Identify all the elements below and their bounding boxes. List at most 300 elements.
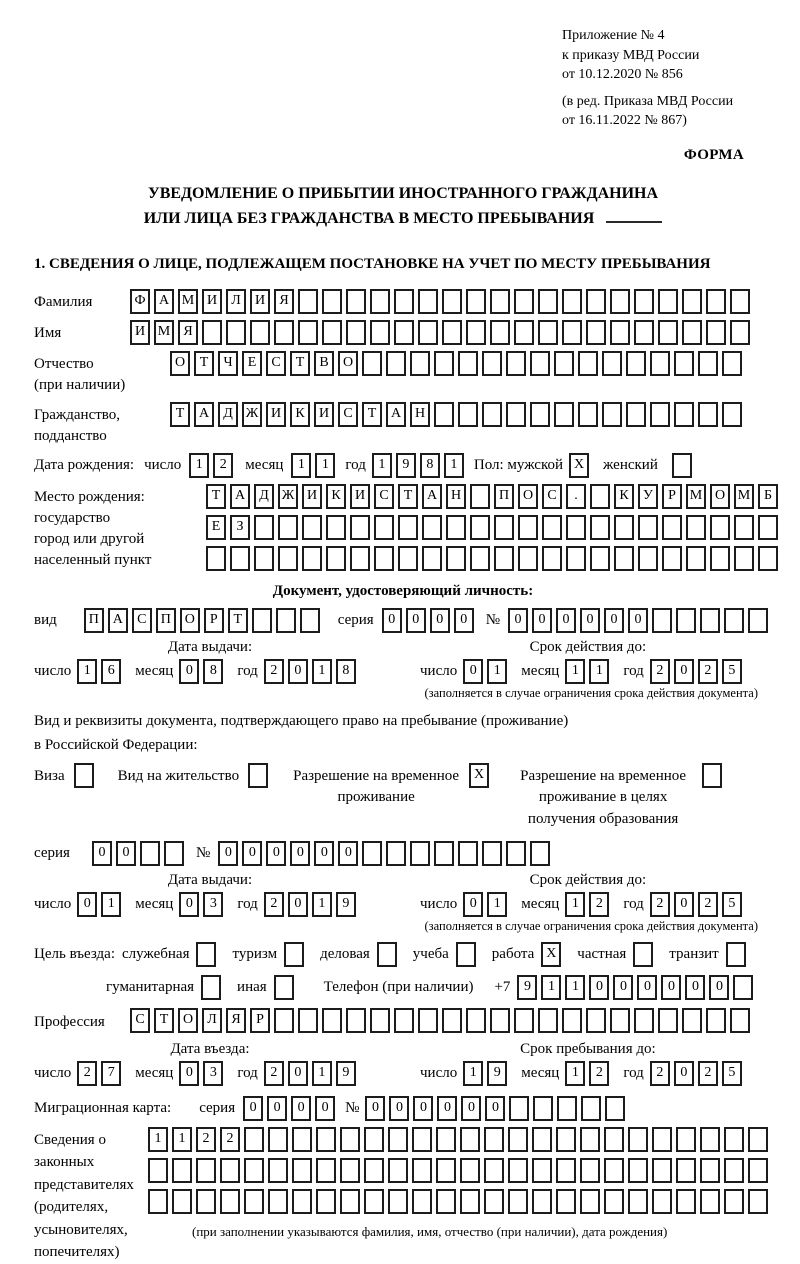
form-cell[interactable] <box>700 608 720 633</box>
form-cell[interactable]: К <box>614 484 634 509</box>
form-cell[interactable] <box>586 1008 606 1033</box>
form-cell[interactable]: 1 <box>312 659 332 684</box>
form-cell[interactable]: 0 <box>556 608 576 633</box>
form-cell[interactable] <box>268 1127 288 1152</box>
form-cell[interactable]: 2 <box>264 1061 284 1086</box>
form-cell[interactable]: 1 <box>312 1061 332 1086</box>
form-cell[interactable]: 0 <box>288 659 308 684</box>
form-cell[interactable]: 1 <box>565 892 585 917</box>
form-cell[interactable] <box>374 515 394 540</box>
form-cell[interactable]: А <box>230 484 250 509</box>
form-cell[interactable]: С <box>374 484 394 509</box>
form-cell[interactable] <box>346 1008 366 1033</box>
form-cell[interactable] <box>394 1008 414 1033</box>
form-cell[interactable] <box>412 1158 432 1183</box>
form-cell[interactable]: В <box>314 351 334 376</box>
form-cell[interactable] <box>530 351 550 376</box>
form-cell[interactable]: О <box>170 351 190 376</box>
form-cell[interactable] <box>698 402 718 427</box>
form-cell[interactable]: И <box>130 320 150 345</box>
form-cell[interactable] <box>602 402 622 427</box>
form-cell[interactable] <box>710 515 730 540</box>
form-cell[interactable]: 0 <box>604 608 624 633</box>
form-cell[interactable] <box>566 546 586 571</box>
form-cell[interactable] <box>220 1189 240 1214</box>
form-cell[interactable]: Л <box>226 289 246 314</box>
form-cell[interactable]: 0 <box>508 608 528 633</box>
form-cell[interactable] <box>706 289 726 314</box>
form-cell[interactable]: 1 <box>315 453 335 478</box>
form-cell[interactable]: Т <box>398 484 418 509</box>
form-cell[interactable]: З <box>230 515 250 540</box>
form-cell[interactable] <box>244 1127 264 1152</box>
form-cell[interactable] <box>326 546 346 571</box>
form-cell[interactable] <box>196 1189 216 1214</box>
form-cell[interactable] <box>436 1127 456 1152</box>
form-cell[interactable] <box>326 515 346 540</box>
form-cell[interactable] <box>418 1008 438 1033</box>
form-cell[interactable]: 0 <box>77 892 97 917</box>
form-cell[interactable] <box>508 1127 528 1152</box>
form-cell[interactable]: С <box>266 351 286 376</box>
form-cell[interactable]: 9 <box>517 975 537 1000</box>
form-cell[interactable]: 0 <box>179 659 199 684</box>
form-cell[interactable] <box>562 289 582 314</box>
form-cell[interactable]: Е <box>206 515 226 540</box>
form-cell[interactable] <box>466 1008 486 1033</box>
form-cell[interactable]: 5 <box>722 892 742 917</box>
form-cell[interactable] <box>388 1127 408 1152</box>
form-cell[interactable] <box>350 515 370 540</box>
form-cell[interactable] <box>538 320 558 345</box>
form-cell[interactable] <box>370 1008 390 1033</box>
form-cell[interactable] <box>460 1127 480 1152</box>
form-cell[interactable] <box>676 608 696 633</box>
form-cell[interactable] <box>758 515 778 540</box>
form-cell[interactable]: А <box>422 484 442 509</box>
form-cell[interactable] <box>532 1127 552 1152</box>
form-cell[interactable] <box>724 1158 744 1183</box>
form-cell[interactable]: 2 <box>698 892 718 917</box>
form-cell[interactable] <box>748 608 768 633</box>
form-cell[interactable] <box>302 515 322 540</box>
form-cell[interactable]: О <box>178 1008 198 1033</box>
form-cell[interactable]: Ч <box>218 351 238 376</box>
form-cell[interactable]: 0 <box>485 1096 505 1121</box>
form-cell[interactable] <box>316 1127 336 1152</box>
form-cell[interactable] <box>730 1008 750 1033</box>
form-cell[interactable] <box>322 289 342 314</box>
form-cell[interactable]: X <box>541 942 561 967</box>
form-cell[interactable] <box>370 320 390 345</box>
form-cell[interactable] <box>628 1158 648 1183</box>
form-cell[interactable] <box>418 289 438 314</box>
form-cell[interactable]: 1 <box>444 453 464 478</box>
form-cell[interactable]: 1 <box>148 1127 168 1152</box>
form-cell[interactable] <box>602 351 622 376</box>
form-cell[interactable]: П <box>494 484 514 509</box>
form-cell[interactable]: 0 <box>661 975 681 1000</box>
form-cell[interactable]: 0 <box>267 1096 287 1121</box>
form-cell[interactable] <box>634 1008 654 1033</box>
form-cell[interactable] <box>730 320 750 345</box>
form-cell[interactable] <box>604 1127 624 1152</box>
form-cell[interactable]: О <box>710 484 730 509</box>
form-cell[interactable]: 1 <box>101 892 121 917</box>
form-cell[interactable] <box>702 763 722 788</box>
form-cell[interactable] <box>706 320 726 345</box>
form-cell[interactable] <box>662 546 682 571</box>
form-cell[interactable]: Т <box>206 484 226 509</box>
form-cell[interactable] <box>542 515 562 540</box>
form-cell[interactable]: 5 <box>722 1061 742 1086</box>
form-cell[interactable]: 1 <box>589 659 609 684</box>
form-cell[interactable]: 0 <box>674 659 694 684</box>
form-cell[interactable]: И <box>266 402 286 427</box>
form-cell[interactable] <box>346 320 366 345</box>
form-cell[interactable]: X <box>469 763 489 788</box>
form-cell[interactable] <box>658 320 678 345</box>
form-cell[interactable]: 0 <box>580 608 600 633</box>
form-cell[interactable] <box>172 1158 192 1183</box>
form-cell[interactable] <box>394 289 414 314</box>
form-cell[interactable]: 1 <box>565 975 585 1000</box>
form-cell[interactable] <box>710 546 730 571</box>
form-cell[interactable] <box>436 1189 456 1214</box>
form-cell[interactable] <box>484 1127 504 1152</box>
form-cell[interactable]: 9 <box>336 892 356 917</box>
form-cell[interactable]: 1 <box>565 1061 585 1086</box>
form-cell[interactable] <box>300 608 320 633</box>
form-cell[interactable] <box>628 1127 648 1152</box>
form-cell[interactable] <box>302 546 322 571</box>
form-cell[interactable]: 1 <box>487 892 507 917</box>
form-cell[interactable] <box>722 351 742 376</box>
form-cell[interactable]: 6 <box>101 659 121 684</box>
form-cell[interactable]: 0 <box>314 841 334 866</box>
form-cell[interactable] <box>590 546 610 571</box>
form-cell[interactable] <box>458 351 478 376</box>
form-cell[interactable] <box>614 515 634 540</box>
form-cell[interactable] <box>494 546 514 571</box>
form-cell[interactable] <box>580 1127 600 1152</box>
form-cell[interactable]: О <box>338 351 358 376</box>
form-cell[interactable]: 0 <box>288 1061 308 1086</box>
form-cell[interactable]: 0 <box>461 1096 481 1121</box>
form-cell[interactable]: X <box>569 453 589 478</box>
form-cell[interactable] <box>460 1189 480 1214</box>
form-cell[interactable] <box>700 1127 720 1152</box>
form-cell[interactable] <box>538 289 558 314</box>
form-cell[interactable] <box>628 1189 648 1214</box>
form-cell[interactable]: 0 <box>290 841 310 866</box>
form-cell[interactable] <box>442 289 462 314</box>
form-cell[interactable] <box>340 1127 360 1152</box>
form-cell[interactable] <box>650 351 670 376</box>
form-cell[interactable] <box>386 841 406 866</box>
form-cell[interactable] <box>638 515 658 540</box>
form-cell[interactable]: 0 <box>613 975 633 1000</box>
form-cell[interactable] <box>748 1158 768 1183</box>
form-cell[interactable] <box>748 1189 768 1214</box>
form-cell[interactable] <box>580 1189 600 1214</box>
form-cell[interactable]: Н <box>410 402 430 427</box>
form-cell[interactable]: 2 <box>650 659 670 684</box>
form-cell[interactable] <box>578 402 598 427</box>
form-cell[interactable]: И <box>202 289 222 314</box>
form-cell[interactable] <box>484 1158 504 1183</box>
form-cell[interactable] <box>686 546 706 571</box>
form-cell[interactable] <box>586 320 606 345</box>
form-cell[interactable] <box>490 1008 510 1033</box>
form-cell[interactable]: Т <box>290 351 310 376</box>
form-cell[interactable] <box>634 289 654 314</box>
form-cell[interactable]: 0 <box>709 975 729 1000</box>
form-cell[interactable] <box>652 1189 672 1214</box>
form-cell[interactable]: 0 <box>389 1096 409 1121</box>
form-cell[interactable]: К <box>326 484 346 509</box>
form-cell[interactable] <box>590 484 610 509</box>
form-cell[interactable]: 1 <box>541 975 561 1000</box>
form-cell[interactable] <box>362 841 382 866</box>
form-cell[interactable]: 0 <box>92 841 112 866</box>
form-cell[interactable]: М <box>734 484 754 509</box>
form-cell[interactable]: 0 <box>365 1096 385 1121</box>
form-cell[interactable] <box>682 289 702 314</box>
form-cell[interactable]: 8 <box>203 659 223 684</box>
form-cell[interactable]: Т <box>170 402 190 427</box>
form-cell[interactable] <box>412 1127 432 1152</box>
form-cell[interactable] <box>196 942 216 967</box>
form-cell[interactable]: 0 <box>637 975 657 1000</box>
form-cell[interactable] <box>377 942 397 967</box>
form-cell[interactable] <box>412 1189 432 1214</box>
form-cell[interactable] <box>662 515 682 540</box>
form-cell[interactable] <box>610 289 630 314</box>
form-cell[interactable] <box>340 1189 360 1214</box>
form-cell[interactable]: 1 <box>372 453 392 478</box>
form-cell[interactable]: С <box>542 484 562 509</box>
form-cell[interactable]: 2 <box>589 892 609 917</box>
form-cell[interactable]: А <box>108 608 128 633</box>
form-cell[interactable]: Б <box>758 484 778 509</box>
form-cell[interactable]: 0 <box>291 1096 311 1121</box>
form-cell[interactable] <box>674 351 694 376</box>
form-cell[interactable] <box>674 402 694 427</box>
form-cell[interactable]: 3 <box>203 892 223 917</box>
form-cell[interactable] <box>484 1189 504 1214</box>
form-cell[interactable] <box>652 608 672 633</box>
form-cell[interactable] <box>726 942 746 967</box>
form-cell[interactable] <box>658 289 678 314</box>
form-cell[interactable] <box>362 351 382 376</box>
form-cell[interactable] <box>638 546 658 571</box>
form-cell[interactable]: 2 <box>264 659 284 684</box>
form-cell[interactable] <box>442 320 462 345</box>
form-cell[interactable]: 0 <box>628 608 648 633</box>
form-cell[interactable] <box>532 1158 552 1183</box>
form-cell[interactable] <box>388 1189 408 1214</box>
form-cell[interactable]: 9 <box>487 1061 507 1086</box>
form-cell[interactable] <box>482 351 502 376</box>
form-cell[interactable]: О <box>180 608 200 633</box>
form-cell[interactable] <box>410 841 430 866</box>
form-cell[interactable]: 9 <box>336 1061 356 1086</box>
form-cell[interactable]: Д <box>218 402 238 427</box>
form-cell[interactable] <box>566 515 586 540</box>
form-cell[interactable] <box>734 515 754 540</box>
form-cell[interactable] <box>446 546 466 571</box>
form-cell[interactable] <box>610 320 630 345</box>
form-cell[interactable] <box>698 351 718 376</box>
form-cell[interactable] <box>418 320 438 345</box>
form-cell[interactable]: 2 <box>589 1061 609 1086</box>
form-cell[interactable]: 0 <box>454 608 474 633</box>
form-cell[interactable] <box>410 351 430 376</box>
form-cell[interactable]: 2 <box>213 453 233 478</box>
form-cell[interactable]: А <box>194 402 214 427</box>
form-cell[interactable] <box>284 942 304 967</box>
form-cell[interactable] <box>466 320 486 345</box>
form-cell[interactable] <box>586 289 606 314</box>
form-cell[interactable]: . <box>566 484 586 509</box>
form-cell[interactable]: 0 <box>674 1061 694 1086</box>
form-cell[interactable] <box>292 1189 312 1214</box>
form-cell[interactable] <box>140 841 160 866</box>
form-cell[interactable]: А <box>386 402 406 427</box>
form-cell[interactable] <box>562 320 582 345</box>
form-cell[interactable]: С <box>130 1008 150 1033</box>
form-cell[interactable] <box>456 942 476 967</box>
form-cell[interactable] <box>470 484 490 509</box>
form-cell[interactable] <box>298 1008 318 1033</box>
form-cell[interactable]: 0 <box>315 1096 335 1121</box>
form-cell[interactable] <box>706 1008 726 1033</box>
form-cell[interactable] <box>268 1189 288 1214</box>
form-cell[interactable]: 2 <box>698 659 718 684</box>
form-cell[interactable] <box>554 402 574 427</box>
form-cell[interactable] <box>676 1127 696 1152</box>
form-cell[interactable] <box>274 975 294 1000</box>
form-cell[interactable] <box>556 1127 576 1152</box>
form-cell[interactable]: П <box>84 608 104 633</box>
form-cell[interactable] <box>533 1096 553 1121</box>
form-cell[interactable]: Я <box>178 320 198 345</box>
form-cell[interactable]: С <box>132 608 152 633</box>
form-cell[interactable] <box>276 608 296 633</box>
form-cell[interactable]: Т <box>154 1008 174 1033</box>
form-cell[interactable] <box>605 1096 625 1121</box>
form-cell[interactable] <box>274 320 294 345</box>
form-cell[interactable]: 2 <box>698 1061 718 1086</box>
form-cell[interactable]: 2 <box>264 892 284 917</box>
form-cell[interactable]: 1 <box>291 453 311 478</box>
form-cell[interactable]: М <box>686 484 706 509</box>
form-cell[interactable] <box>748 1127 768 1152</box>
form-cell[interactable]: 0 <box>382 608 402 633</box>
form-cell[interactable] <box>506 841 526 866</box>
form-cell[interactable] <box>700 1189 720 1214</box>
form-cell[interactable] <box>514 320 534 345</box>
form-cell[interactable]: О <box>518 484 538 509</box>
form-cell[interactable] <box>676 1189 696 1214</box>
form-cell[interactable] <box>164 841 184 866</box>
form-cell[interactable] <box>434 841 454 866</box>
form-cell[interactable] <box>604 1158 624 1183</box>
form-cell[interactable]: 0 <box>242 841 262 866</box>
form-cell[interactable]: М <box>154 320 174 345</box>
form-cell[interactable] <box>148 1158 168 1183</box>
form-cell[interactable]: Т <box>228 608 248 633</box>
form-cell[interactable] <box>298 320 318 345</box>
form-cell[interactable] <box>730 289 750 314</box>
form-cell[interactable] <box>316 1158 336 1183</box>
form-cell[interactable] <box>556 1158 576 1183</box>
form-cell[interactable] <box>244 1189 264 1214</box>
form-cell[interactable]: 0 <box>218 841 238 866</box>
form-cell[interactable] <box>74 763 94 788</box>
form-cell[interactable] <box>374 546 394 571</box>
form-cell[interactable]: 1 <box>463 1061 483 1086</box>
form-cell[interactable]: 0 <box>179 892 199 917</box>
form-cell[interactable] <box>206 546 226 571</box>
form-cell[interactable]: 0 <box>406 608 426 633</box>
form-cell[interactable]: 0 <box>179 1061 199 1086</box>
form-cell[interactable] <box>458 402 478 427</box>
form-cell[interactable] <box>364 1158 384 1183</box>
form-cell[interactable]: 2 <box>650 1061 670 1086</box>
form-cell[interactable] <box>672 453 692 478</box>
form-cell[interactable] <box>542 546 562 571</box>
form-cell[interactable] <box>340 1158 360 1183</box>
form-cell[interactable] <box>442 1008 462 1033</box>
form-cell[interactable]: И <box>314 402 334 427</box>
form-cell[interactable]: 2 <box>220 1127 240 1152</box>
form-cell[interactable] <box>652 1127 672 1152</box>
form-cell[interactable] <box>244 1158 264 1183</box>
form-cell[interactable] <box>557 1096 577 1121</box>
form-cell[interactable]: 9 <box>396 453 416 478</box>
form-cell[interactable] <box>580 1158 600 1183</box>
form-cell[interactable]: К <box>290 402 310 427</box>
form-cell[interactable]: И <box>250 289 270 314</box>
form-cell[interactable] <box>470 546 490 571</box>
form-cell[interactable] <box>530 402 550 427</box>
form-cell[interactable] <box>518 515 538 540</box>
form-cell[interactable] <box>398 546 418 571</box>
form-cell[interactable] <box>394 320 414 345</box>
form-cell[interactable] <box>298 289 318 314</box>
form-cell[interactable] <box>322 320 342 345</box>
form-cell[interactable] <box>482 841 502 866</box>
form-cell[interactable] <box>700 1158 720 1183</box>
form-cell[interactable] <box>508 1158 528 1183</box>
form-cell[interactable] <box>482 402 502 427</box>
form-cell[interactable] <box>514 289 534 314</box>
form-cell[interactable]: Д <box>254 484 274 509</box>
form-cell[interactable] <box>652 1158 672 1183</box>
form-cell[interactable]: 7 <box>101 1061 121 1086</box>
form-cell[interactable] <box>460 1158 480 1183</box>
form-cell[interactable]: 0 <box>532 608 552 633</box>
form-cell[interactable] <box>370 289 390 314</box>
form-cell[interactable] <box>278 546 298 571</box>
form-cell[interactable] <box>508 1189 528 1214</box>
form-cell[interactable] <box>172 1189 192 1214</box>
form-cell[interactable] <box>292 1127 312 1152</box>
form-cell[interactable] <box>676 1158 696 1183</box>
form-cell[interactable]: 0 <box>437 1096 457 1121</box>
